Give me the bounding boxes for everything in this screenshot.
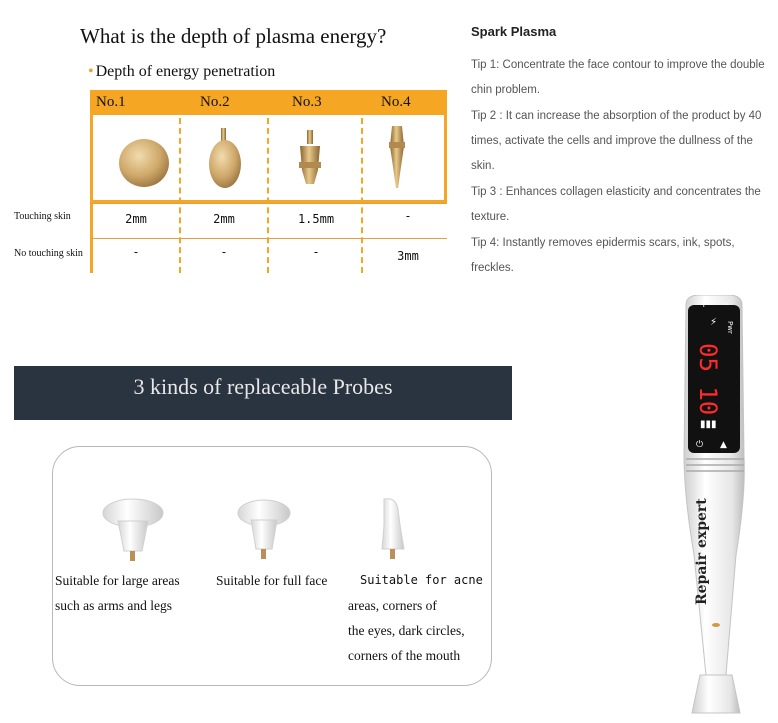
depth-subtitle: • Depth of energy penetration (88, 63, 276, 80)
probe-tip-no2-icon (209, 128, 241, 188)
pen-base (692, 675, 740, 713)
probe-tip-no4-icon (389, 126, 405, 188)
row-label-touching: Touching skin (14, 211, 71, 222)
indicator-light (712, 623, 720, 627)
brand-text: Repair expert (694, 498, 710, 605)
col-header-no1: No.1 (96, 94, 126, 110)
tip-3: Tip 3 : Enhances collagen elasticity and concentrates the texture. (471, 186, 761, 223)
table-divider (90, 203, 447, 204)
probe-label-full-face: Suitable for full face (216, 573, 328, 588)
probe-tip-no3-icon (299, 130, 321, 184)
acne-probe-icon (382, 499, 404, 559)
col-header-no2: No.2 (200, 94, 230, 110)
probe-label-acne: Suitable for acne areas, corners of the eyes, dark circles, corners of the mouth (348, 573, 483, 663)
cell-touching-no1: 2mm (125, 212, 147, 226)
probe-tips-illustration (92, 118, 447, 203)
spark-plasma-title: Spark Plasma (471, 24, 557, 39)
col-header-no4: No.4 (381, 94, 411, 110)
cell-no-touching-no2: - (220, 245, 228, 259)
probe-label-large: Suitable for large areas such as arms and legs (55, 573, 180, 613)
cell-touching-no2: 2mm (213, 212, 235, 226)
lightning-icon: ⚡ (710, 317, 718, 328)
table-divider (90, 238, 447, 239)
row-label-no-touching: No touching skin (14, 248, 83, 259)
tip-4: Tip 4: Instantly removes epidermis scars, ink, spots, freckles. (471, 237, 735, 274)
plasma-pen-device (670, 295, 770, 720)
cell-no-touching-no3: - (312, 245, 320, 259)
probe-tip-no1-icon (119, 139, 169, 187)
svg-text:+: + (700, 300, 708, 310)
svg-text:−: − (722, 300, 730, 310)
power-label: Pwr (726, 321, 734, 334)
tip-1: Tip 1: Concentrate the face contour to improve the double chin problem. (471, 59, 765, 96)
mode-icon: ▲ (720, 440, 727, 450)
full-face-probe-icon (238, 500, 290, 559)
depth-title: What is the depth of plasma energy? (80, 24, 387, 48)
white-probes-illustration (100, 495, 420, 565)
cell-touching-no3: 1.5mm (297, 212, 335, 226)
probes-banner-title: 3 kinds of replaceable Probes (133, 374, 393, 399)
col-header-no3: No.3 (292, 94, 322, 110)
large-area-probe-icon (103, 499, 163, 561)
table-header (90, 90, 447, 115)
display-readout: 05 10 (694, 343, 722, 416)
cell-no-touching-no4: 3mm (397, 249, 419, 263)
cell-touching-no4: - (404, 209, 412, 223)
signal-bars-icon: ▮▮▮ (700, 419, 717, 430)
tip-2: Tip 2 : It can increase the absorption of the product by 40 times, activate the cells and improve the dullness of the skin. (471, 110, 762, 172)
power-icon: ⏻ (696, 440, 704, 450)
cell-no-touching-no1: - (132, 245, 140, 259)
